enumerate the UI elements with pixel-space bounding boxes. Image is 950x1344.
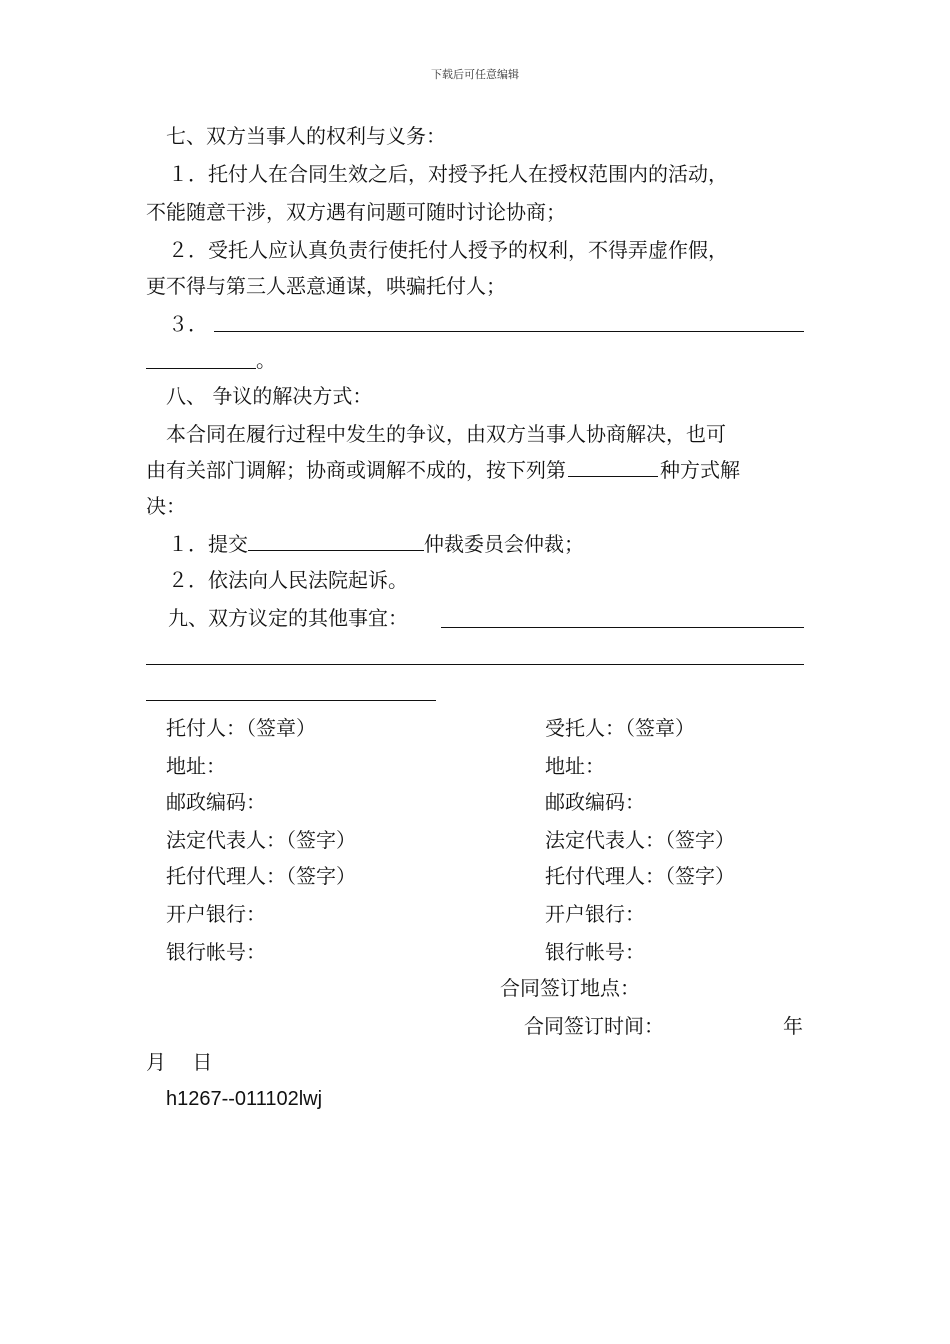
section7-item2-line2: 更不得与第三人恶意通谋，哄骗托付人； [146, 274, 506, 298]
arbitration-committee-blank [248, 530, 424, 551]
section8-para-line2-start: 由有关部门调解；协商或调解不成的，按下列第 [146, 458, 566, 482]
left-postcode: 邮政编码： [166, 790, 266, 814]
left-address: 地址： [166, 754, 226, 778]
section7-item2-line1: ２．受托人应认真负责行使托付人授予的权利，不得弄虚作假， [168, 238, 728, 262]
section8-option1-end: 仲裁委员会仲裁； [424, 532, 584, 556]
left-legal-rep: 法定代表人：（签字） [166, 828, 356, 852]
section7-item3-number: ３． [168, 312, 208, 336]
section8-option1 [168, 530, 584, 558]
section8-title: 八、 争议的解决方式： [166, 384, 373, 408]
right-legal-rep: 法定代表人：（签字） [545, 828, 735, 852]
right-bank: 开户银行： [545, 902, 645, 926]
right-party: 受托人：（签章） [545, 716, 695, 740]
signing-time: 合同签订时间： [524, 1014, 664, 1038]
left-party: 托付人：（签章） [166, 716, 316, 740]
left-account: 银行帐号： [166, 940, 266, 964]
page-header: 下载后可任意编辑 [431, 68, 519, 81]
right-address: 地址： [545, 754, 605, 778]
section7-item1-line2: 不能随意干涉，双方遇有问题可随时讨论协商； [146, 200, 566, 224]
section8-para-line2-end: 种方式解 [660, 458, 740, 482]
section8-para-line2 [146, 456, 740, 484]
section9-title: 九、双方议定的其他事宜： [168, 606, 408, 630]
section7-item1-line1: １．托付人在合同生效之后，对授予托人在授权范围内的活动， [168, 162, 728, 186]
signing-month-day: 月 日 [146, 1050, 213, 1074]
section7-item3-end: 。 [256, 348, 276, 372]
section8-para-line1: 本合同在履行过程中发生的争议，由双方当事人协商解决，也可 [166, 422, 726, 446]
section9-blank-line2 [146, 664, 804, 665]
right-account: 银行帐号： [545, 940, 645, 964]
section9-blank-line1 [441, 627, 804, 628]
left-bank: 开户银行： [166, 902, 266, 926]
section9-blank-line3 [146, 700, 436, 701]
method-number-blank [568, 456, 658, 477]
section8-para-line3: 决： [146, 494, 186, 518]
signing-place: 合同签订地点： [500, 976, 640, 1000]
section7-title: 七、双方当事人的权利与义务： [166, 124, 446, 148]
section8-option2: ２．依法向人民法院起诉。 [168, 568, 408, 592]
item3-blank-line2 [146, 368, 256, 369]
right-agent: 托付代理人：（签字） [545, 864, 735, 888]
item3-blank-line1 [214, 331, 804, 332]
signing-year: 年 [783, 1014, 803, 1038]
section8-option1-start: １．提交 [168, 532, 248, 556]
reference-code: h1267--011102lwj [166, 1088, 323, 1110]
right-postcode: 邮政编码： [545, 790, 645, 814]
left-agent: 托付代理人：（签字） [166, 864, 356, 888]
